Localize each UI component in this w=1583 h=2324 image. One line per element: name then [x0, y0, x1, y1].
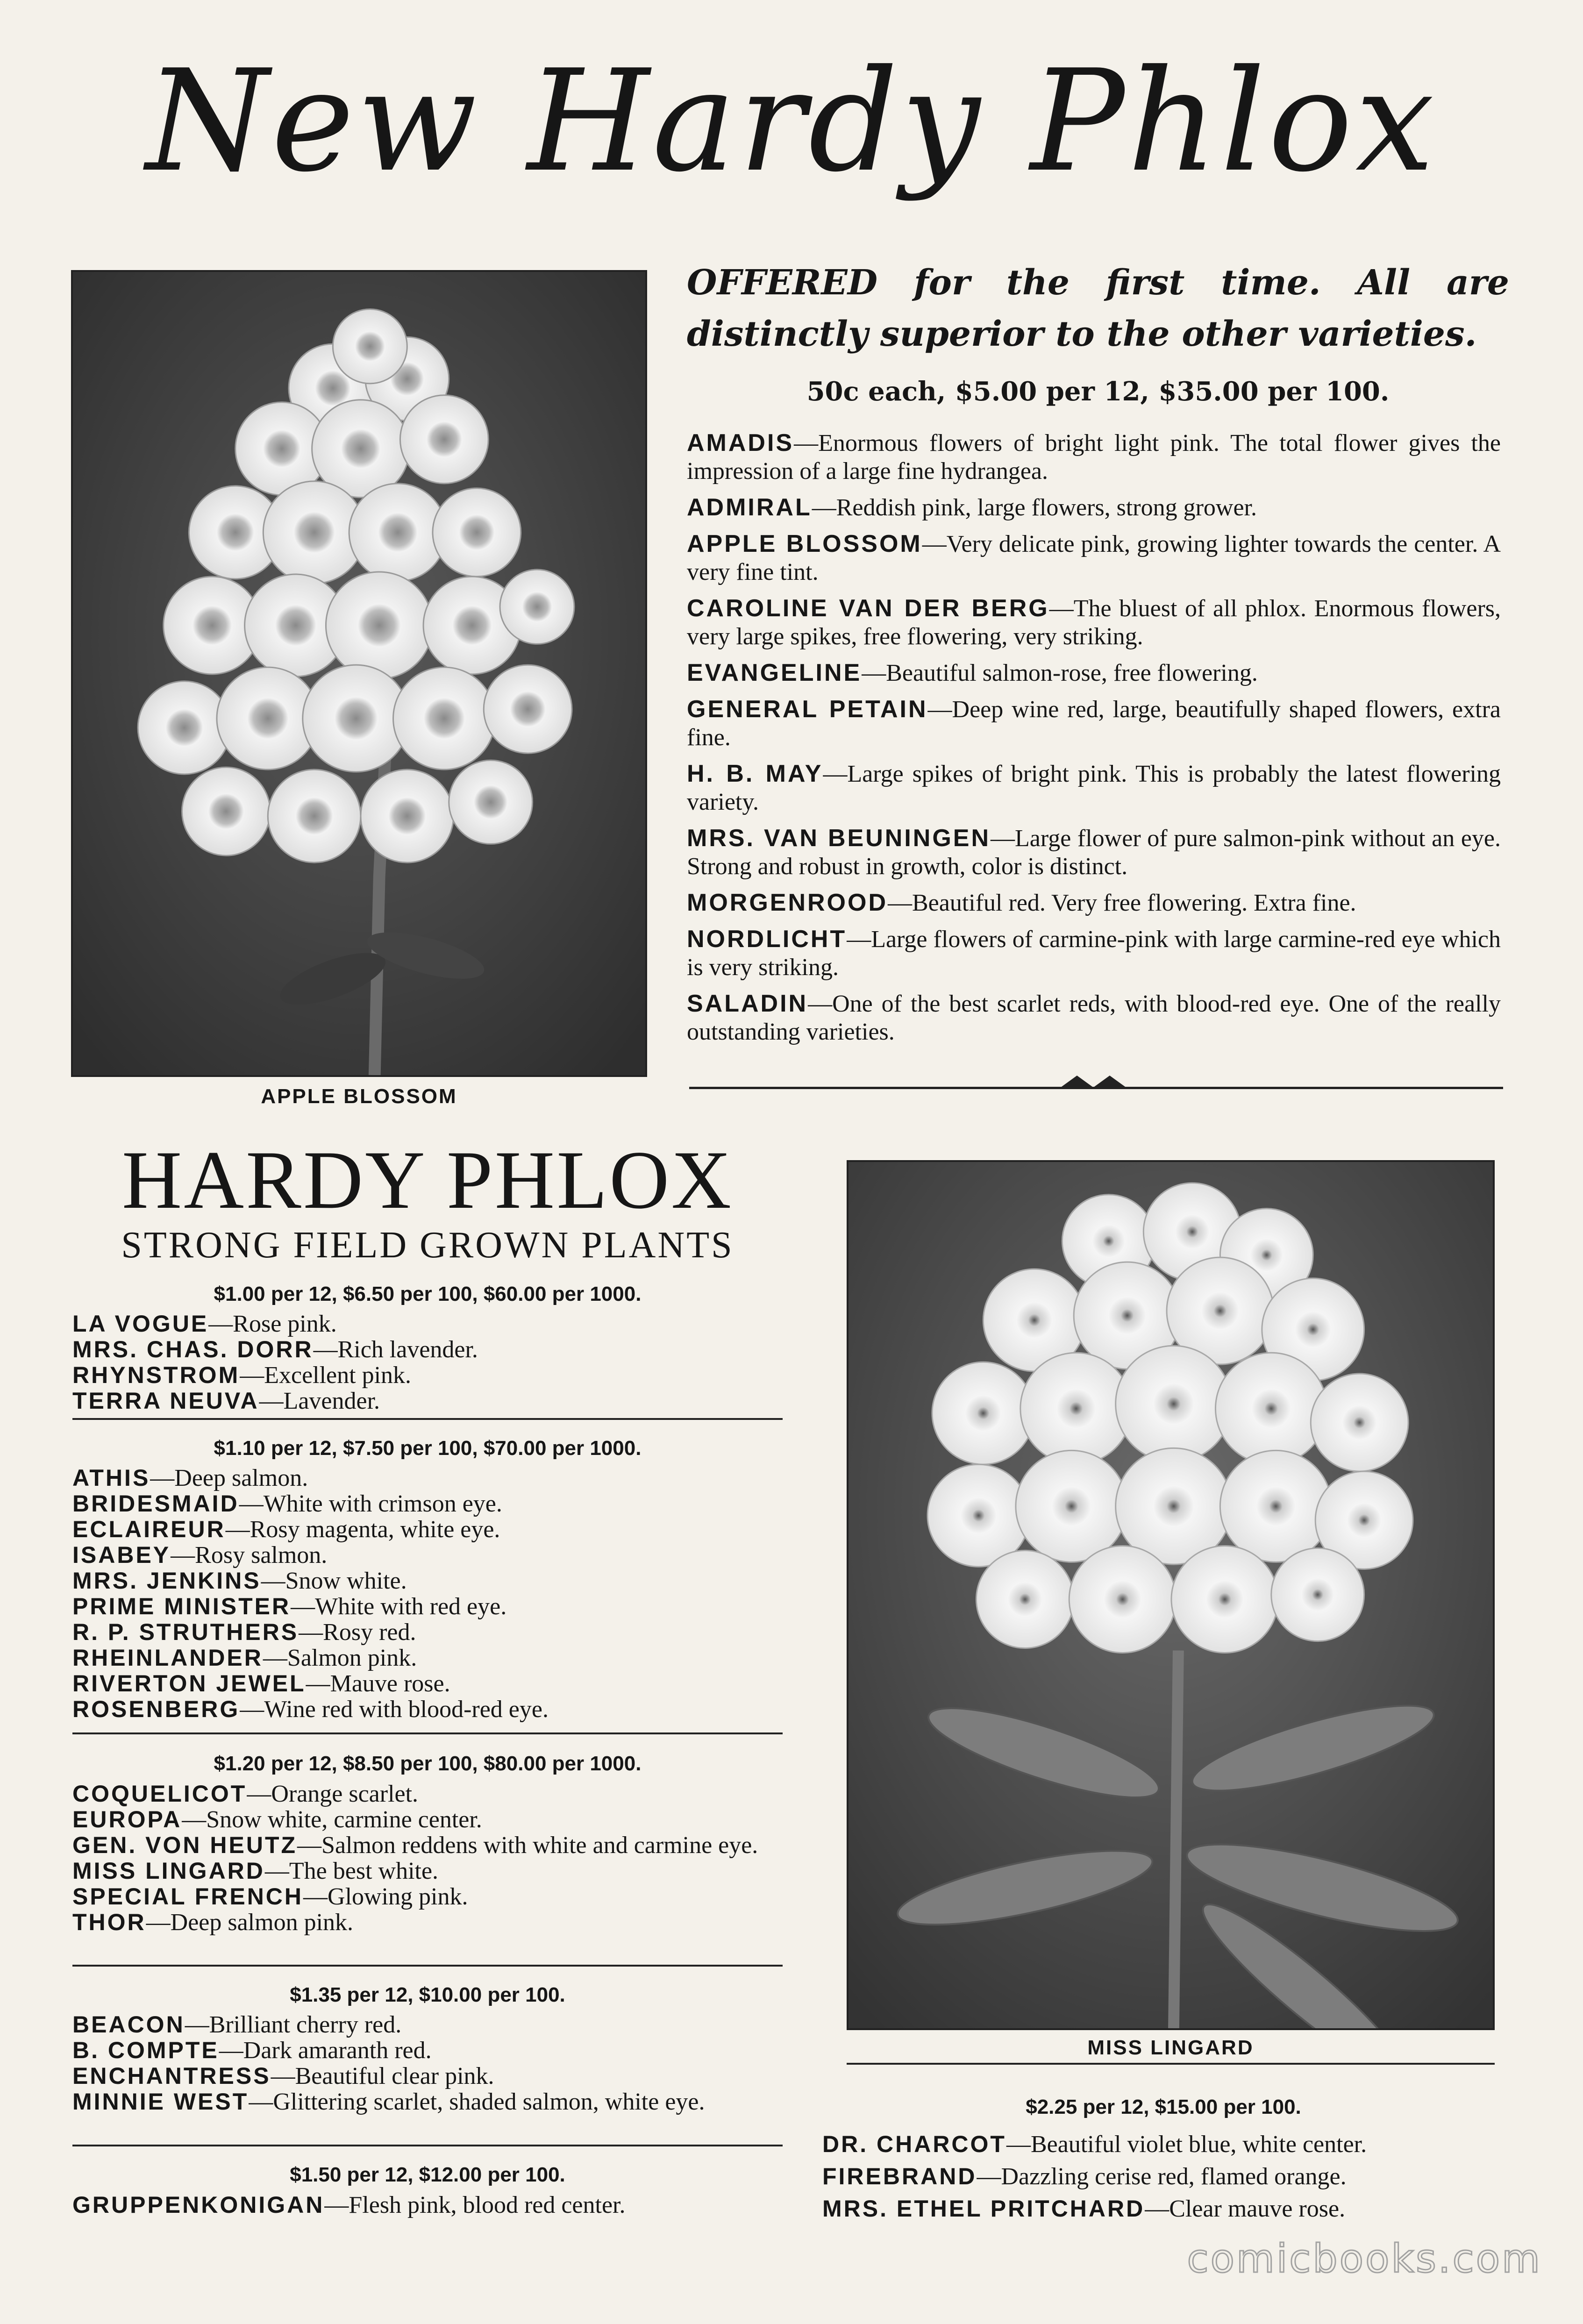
variety-group: [72, 2012, 783, 2115]
list-item: SPECIAL FRENCH—Glowing pink.: [72, 1883, 468, 1910]
section-subtitle: STRONG FIELD GROWN PLANTS: [121, 1225, 734, 1266]
list-item: ADMIRAL—Reddish pink, large flowers, strong grower.: [687, 494, 1257, 521]
list-item: RHYNSTROM—Excellent pink.: [72, 1362, 412, 1389]
divider: [72, 1418, 783, 1420]
list-item: MRS. CHAS. DORR—Rich lavender.: [72, 1336, 478, 1363]
miss-lingard-photo: [847, 1160, 1495, 2030]
list-item: BEACON—Brilliant cherry red.: [72, 2011, 402, 2038]
price-line: $1.20 per 12, $8.50 per 100, $80.00 per 1000.: [214, 1752, 642, 1775]
list-item: AMADIS—Enormous flowers of bright light pink. The total flower gives the impression of a large fine hydrangea.: [687, 429, 1501, 485]
list-item: B. COMPTE—Dark amaranth red.: [72, 2037, 432, 2064]
list-item: ISABEY—Rosy salmon.: [72, 1542, 328, 1568]
section-title: HARDY PHLOX: [121, 1133, 734, 1226]
price-line: $1.50 per 12, $12.00 per 100.: [290, 2163, 565, 2186]
list-item: RIVERTON JEWEL—Mauve rose.: [72, 1670, 450, 1697]
price-line: $1.10 per 12, $7.50 per 100, $70.00 per 1000.: [214, 1437, 642, 1460]
variety-group: [72, 1781, 783, 1935]
price-line: $1.00 per 12, $6.50 per 100, $60.00 per 1000.: [214, 1283, 642, 1305]
list-item: GRUPPENKONIGAN—Flesh pink, blood red center.: [72, 2192, 626, 2218]
price-line: $1.35 per 12, $10.00 per 100.: [290, 1983, 565, 2006]
list-item: MRS. VAN BEUNINGEN—Large flower of pure salmon-pink without an eye. Strong and robust in growth, color is distinct.: [687, 825, 1501, 880]
list-item: ROSENBERG—Wine red with blood-red eye.: [72, 1696, 549, 1723]
list-item: ECLAIREUR—Rosy magenta, white eye.: [72, 1516, 500, 1543]
divider: [72, 2145, 783, 2146]
list-item: MORGENROOD—Beautiful red. Very free flowering. Extra fine.: [687, 889, 1356, 916]
divider: [72, 1965, 783, 1967]
list-item: GENERAL PETAIN—Deep wine red, large, beautifully shaped flowers, extra fine.: [687, 696, 1501, 751]
intro-text: OFFERED for the first time. All are distinctly superior to the other varieties.: [687, 263, 1509, 354]
new-varieties-list: [687, 429, 1501, 1054]
price-line: $2.25 per 12, $15.00 per 100.: [1026, 2096, 1301, 2118]
apple-blossom-caption: APPLE BLOSSOM: [261, 1085, 457, 1108]
variety-group: [72, 2192, 783, 2218]
list-item: MRS. JENKINS—Snow white.: [72, 1568, 407, 1594]
divider: [847, 2063, 1495, 2065]
list-item: BRIDESMAID—White with crimson eye.: [72, 1490, 502, 1517]
divider: [72, 1732, 783, 1734]
list-item: THOR—Deep salmon pink.: [72, 1909, 354, 1936]
list-item: EUROPA—Snow white, carmine center.: [72, 1806, 482, 1833]
list-item: SALADIN—One of the best scarlet reds, with blood-red eye. One of the really outstanding varieties.: [687, 990, 1501, 1045]
variety-group: [72, 1465, 783, 1722]
list-item: DR. CHARCOT—Beautiful violet blue, white center.: [822, 2131, 1367, 2158]
apple-blossom-photo: [71, 270, 647, 1077]
list-item: R. P. STRUTHERS—Rosy red.: [72, 1619, 416, 1646]
list-item: TERRA NEUVA—Lavender.: [72, 1388, 380, 1414]
ornamental-divider: [689, 1075, 1503, 1091]
list-item: NORDLICHT—Large flowers of carmine-pink with large carmine-red eye which is very striking.: [687, 926, 1501, 981]
list-item: MISS LINGARD—The best white.: [72, 1858, 439, 1884]
list-item: CAROLINE VAN DER BERG—The bluest of all phlox. Enormous flowers, very large spikes, free flowering, very striking.: [687, 595, 1501, 650]
list-item: RHEINLANDER—Salmon pink.: [72, 1645, 417, 1671]
list-item: ENCHANTRESS—Beautiful clear pink.: [72, 2063, 494, 2089]
list-item: COQUELICOT—Orange scarlet.: [72, 1781, 419, 1807]
list-item: FIREBRAND—Dazzling cerise red, flamed orange.: [822, 2163, 1347, 2190]
list-item: LA VOGUE—Rose pink.: [72, 1311, 337, 1337]
list-item: EVANGELINE—Beautiful salmon-rose, free flowering.: [687, 659, 1258, 686]
list-item: APPLE BLOSSOM—Very delicate pink, growing lighter towards the center. A very fine tint.: [687, 530, 1501, 585]
page-headline: New Hardy Phlox: [146, 40, 1437, 203]
list-item: MRS. ETHEL PRITCHARD—Clear mauve rose.: [822, 2196, 1346, 2222]
list-item: ATHIS—Deep salmon.: [72, 1465, 308, 1491]
list-item: MINNIE WEST—Glittering scarlet, shaded salmon, white eye.: [72, 2089, 705, 2115]
variety-group: [822, 2128, 1505, 2225]
intro-price: 50c each, $5.00 per 12, $35.00 per 100.: [806, 376, 1390, 407]
list-item: PRIME MINISTER—White with red eye.: [72, 1593, 507, 1620]
miss-lingard-caption: MISS LINGARD: [1087, 2036, 1254, 2059]
list-item: H. B. MAY—Large spikes of bright pink. This is probably the latest flowering variety.: [687, 760, 1501, 815]
list-item: GEN. VON HEUTZ—Salmon reddens with white and carmine eye.: [72, 1832, 758, 1859]
watermark: comicbooks.com: [1187, 2236, 1542, 2281]
variety-group: [72, 1311, 783, 1414]
